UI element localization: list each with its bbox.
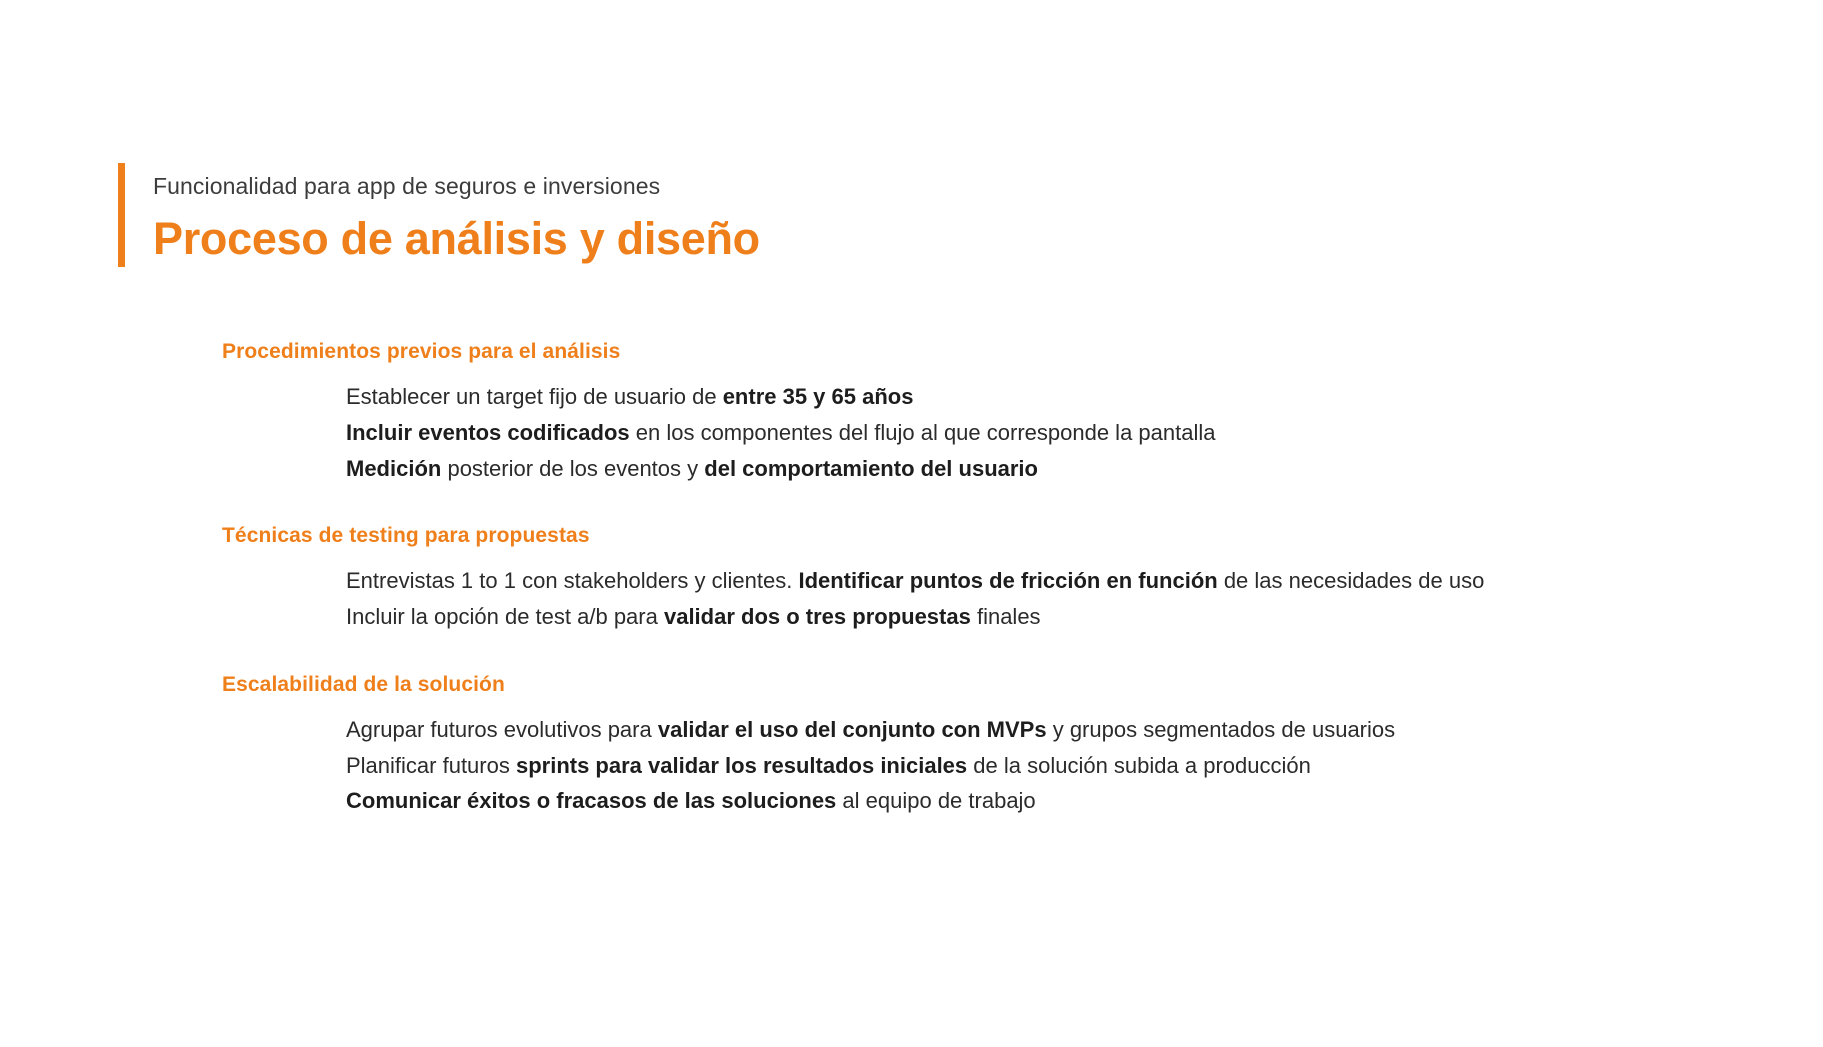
section-heading: Técnicas de testing para propuestas xyxy=(222,524,590,548)
section-heading: Procedimientos previos para el análisis xyxy=(222,340,621,363)
list-item xyxy=(346,783,1742,819)
list-item xyxy=(346,451,1742,487)
bullet-text: Establecer un target fijo de usuario de xyxy=(346,384,723,410)
bullet-emphasis: Incluir eventos codificados xyxy=(346,419,630,445)
bullet-text: Entrevistas 1 to 1 con stakeholders y clientes. xyxy=(346,568,799,594)
bullet-emphasis: Identificar puntos de fricción en función xyxy=(798,568,1218,594)
list-item xyxy=(346,379,1742,415)
bullet-list xyxy=(222,712,1742,819)
bullet-emphasis: del comportamiento del usuario xyxy=(704,455,1038,481)
bullet-text: Incluir la opción de test a/b para xyxy=(346,604,664,630)
slide-header xyxy=(118,163,760,267)
list-item xyxy=(346,712,1742,748)
content-section xyxy=(222,338,1742,486)
bullet-text: y grupos segmentados de usuarios xyxy=(1046,717,1396,743)
bullet-text: de las necesidades de uso xyxy=(1217,568,1485,594)
bullet-text: Agrupar futuros evolutivos para xyxy=(346,717,658,743)
header-text-block xyxy=(153,163,760,267)
bullet-list xyxy=(222,379,1742,486)
bullet-text: finales xyxy=(970,604,1041,630)
bullet-emphasis: Medición xyxy=(346,455,442,481)
bullet-emphasis: validar el uso del conjunto con MVPs xyxy=(657,717,1047,743)
content-section xyxy=(222,522,1742,635)
bullet-emphasis: Comunicar éxitos o fracasos de las soluciones xyxy=(346,788,837,814)
bullet-text: posterior de los eventos y xyxy=(441,455,705,481)
bullet-text: en los componentes del flujo al que corresponde la pantalla xyxy=(629,419,1216,445)
list-item xyxy=(346,563,1742,599)
accent-bar xyxy=(118,163,125,267)
list-item xyxy=(346,748,1742,784)
list-item xyxy=(346,415,1742,451)
bullet-list xyxy=(222,563,1742,634)
bullet-text: de la solución subida a producción xyxy=(967,752,1311,778)
bullet-emphasis: sprints para validar los resultados iniciales xyxy=(515,752,968,778)
bullet-emphasis: validar dos o tres propuestas xyxy=(663,604,971,630)
list-item xyxy=(346,599,1742,635)
bullet-text: al equipo de trabajo xyxy=(836,788,1036,814)
bullet-text: Planificar futuros xyxy=(346,752,516,778)
sections-container xyxy=(222,338,1742,819)
page-title: Proceso de análisis y diseño xyxy=(153,212,760,264)
bullet-emphasis: entre 35 y 65 años xyxy=(722,384,914,410)
content-section xyxy=(222,671,1742,819)
slide-kicker: Funcionalidad para app de seguros e inversiones xyxy=(153,173,661,199)
section-heading: Escalabilidad de la solución xyxy=(222,672,505,696)
